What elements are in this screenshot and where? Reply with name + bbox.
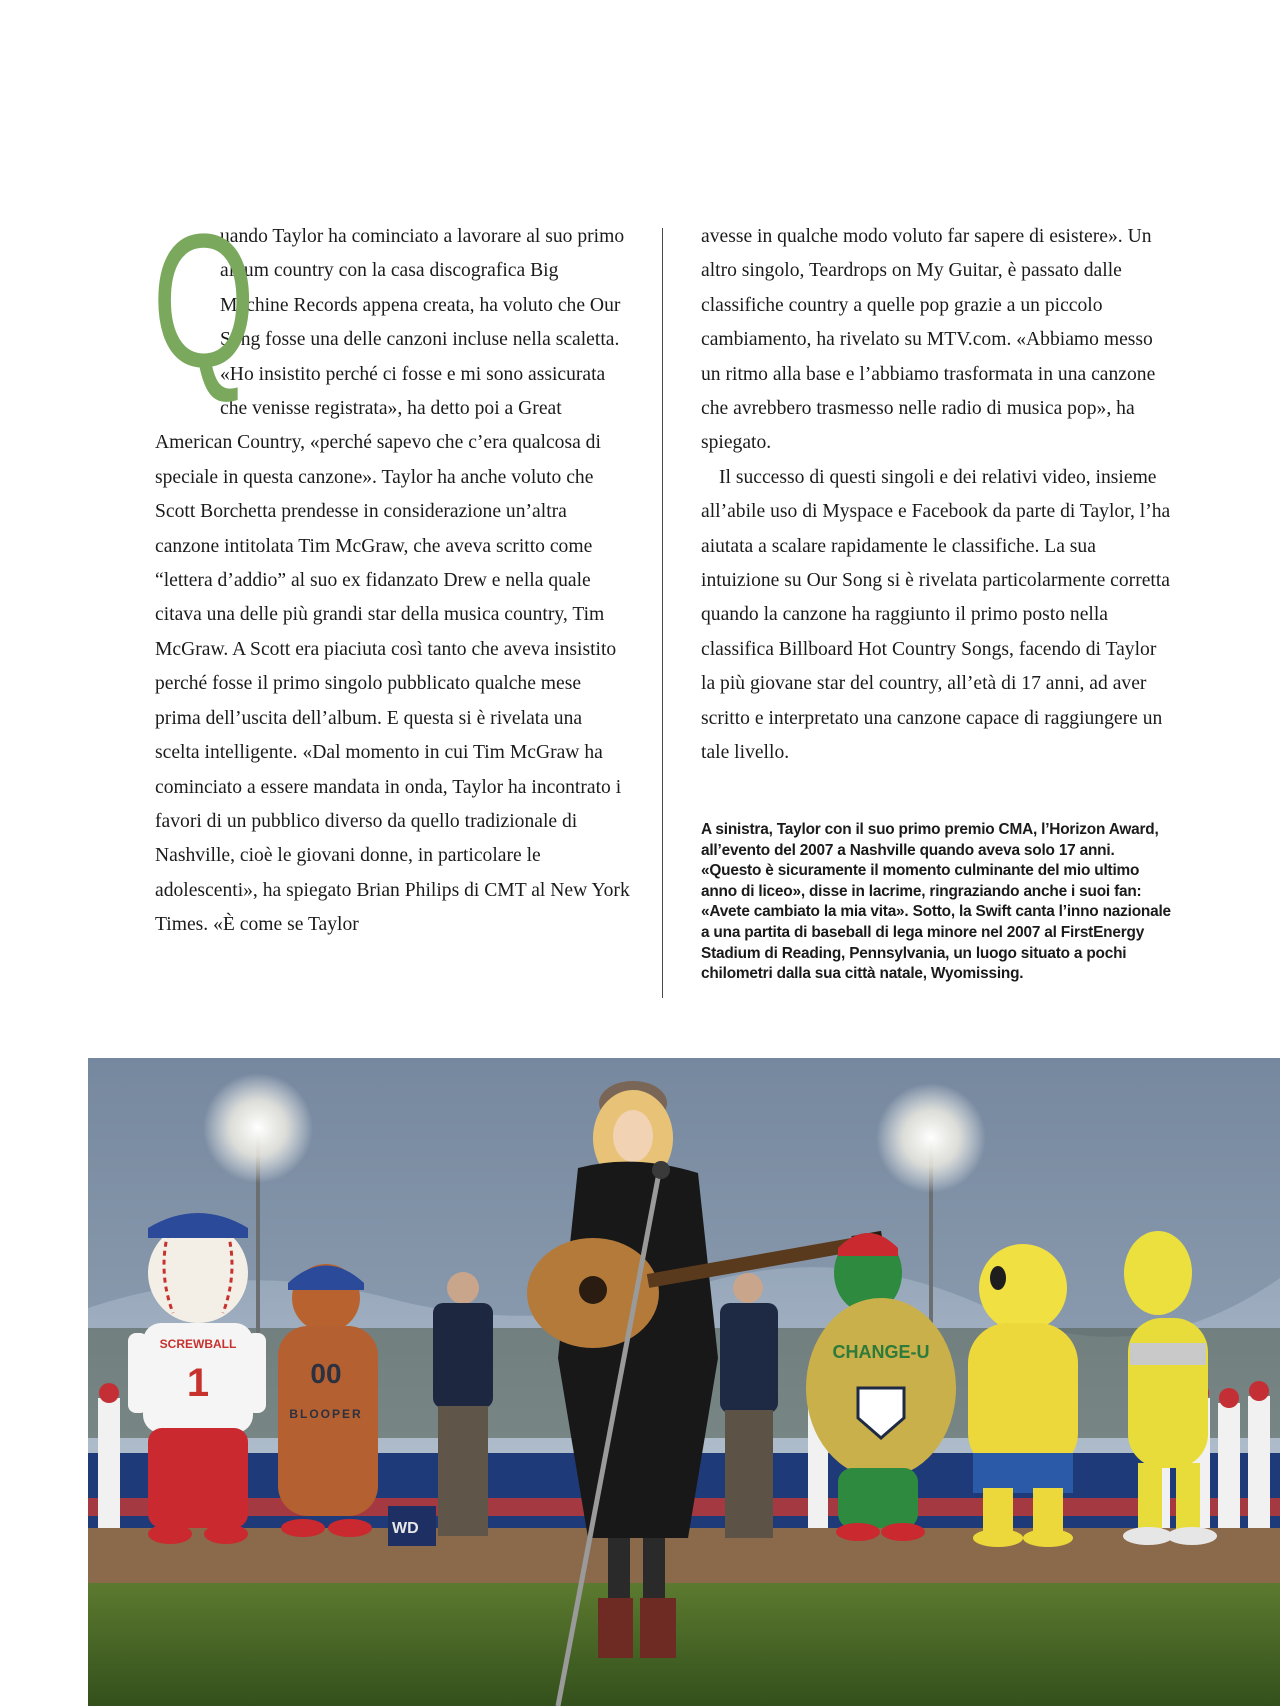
bear-costume-number: 00 bbox=[310, 1358, 342, 1389]
bear-costume-letters: BLOOPER bbox=[289, 1407, 363, 1421]
mascot-jersey-number: 1 bbox=[186, 1361, 210, 1405]
baseball-stadium-photo bbox=[88, 1058, 1280, 1706]
photo-illustration bbox=[88, 1058, 1280, 1706]
scoreboard-text: WD bbox=[392, 1520, 419, 1537]
mascot-jersey-name: SCREWBALL bbox=[159, 1337, 237, 1351]
outfield-grass bbox=[88, 1583, 1280, 1706]
stadium-light-right bbox=[876, 1083, 986, 1193]
photo-caption: A sinistra, Taylor con il suo primo premio CMA, l’Horizon Award, all’evento del 2007 a Nashville quando aveva solo 17 anni. «Questo è sicuramente il momento culminante del mio ultimo anno di liceo», disse in lacrime, ringraziando anche i suoi fan: «Avete cambiato la mia vita». Sotto, la Swift canta l’inno nazionale a una partita di baseball di lega minore nel 2007 al FirstEnergy Stadium di Reading, Pennsylvania, un luogo situato a pochi chilometri dalla sua città natale, Wyomissing. bbox=[701, 821, 1171, 983]
left-column-text: uando Taylor ha cominciato a lavorare al suo primo album country con la casa discografica Big Machine Records appena creata, ha voluto che Our Song fosse una delle canzoni incluse nella scaletta. «Ho insistito perché ci fosse e mi sono assicurata che venisse registrata», ha detto poi a Great American Country, «perché sapevo che c’era qualcosa di speciale in questa canzone». Taylor ha anche voluto che Scott Borchetta prendesse in considerazione un’altra canzone intitolata Tim McGraw, che aveva scritto come “lettera d’addio” al suo ex fidanzato Drew e nella quale citava una delle più grandi star della musica country, Tim McGraw. A Scott era piaciuta così tanto che aveva insistito perché fosse il primo singolo pubblicato qualche mese prima dell’uscita dell’album. E questa si è rivelata una scelta intelligente. «Dal momento in cui Tim McGraw ha cominciato a essere mandata in onda, Taylor ha incontrato i favori di un pubblico diverso da quello tradizionale di Nashville, cioè le giovani donne, in particolare le adolescenti», ha spiegato Brian Philips di CMT al New York Times. «È come se Taylor bbox=[155, 226, 630, 936]
dropcap-letter: Q bbox=[152, 195, 256, 407]
official-left bbox=[433, 1272, 493, 1536]
column-divider bbox=[662, 228, 663, 998]
stadium-light-left bbox=[203, 1073, 313, 1183]
right-column-paragraph-1: avesse in qualche modo voluto far sapere di esistere». Un altro singolo, Teardrops on My Guitar, è passato dalle classifiche country a quelle pop grazie a un piccolo cambiamento, ha rivelato su MTV.com. «Abbiamo messo un ritmo alla base e l’abbiamo trasformata in una canzone che avrebbero trasmesso nelle radio di musica pop», ha spiegato. bbox=[701, 226, 1156, 454]
right-column-paragraph-2: Il successo di questi singoli e dei relativi video, insieme all’abile uso di Myspace e Facebook da parte di Taylor, l’ha aiutata a scalare rapidamente le classifiche. La sua intuizione su Our Song si è rivelata particolarmente corretta quando la canzone ha raggiunto il primo posto nella classifica Billboard Hot Country Songs, facendo di Taylor la più giovane star del country, all’età di 17 anni, ad aver scritto e interpretato una canzone capace di raggiungere un tale livello. bbox=[701, 466, 1171, 764]
official-right bbox=[720, 1273, 778, 1538]
turtle-shell-text: CHANGE-U bbox=[832, 1342, 930, 1362]
left-column bbox=[152, 195, 630, 943]
right-column bbox=[701, 220, 1171, 771]
